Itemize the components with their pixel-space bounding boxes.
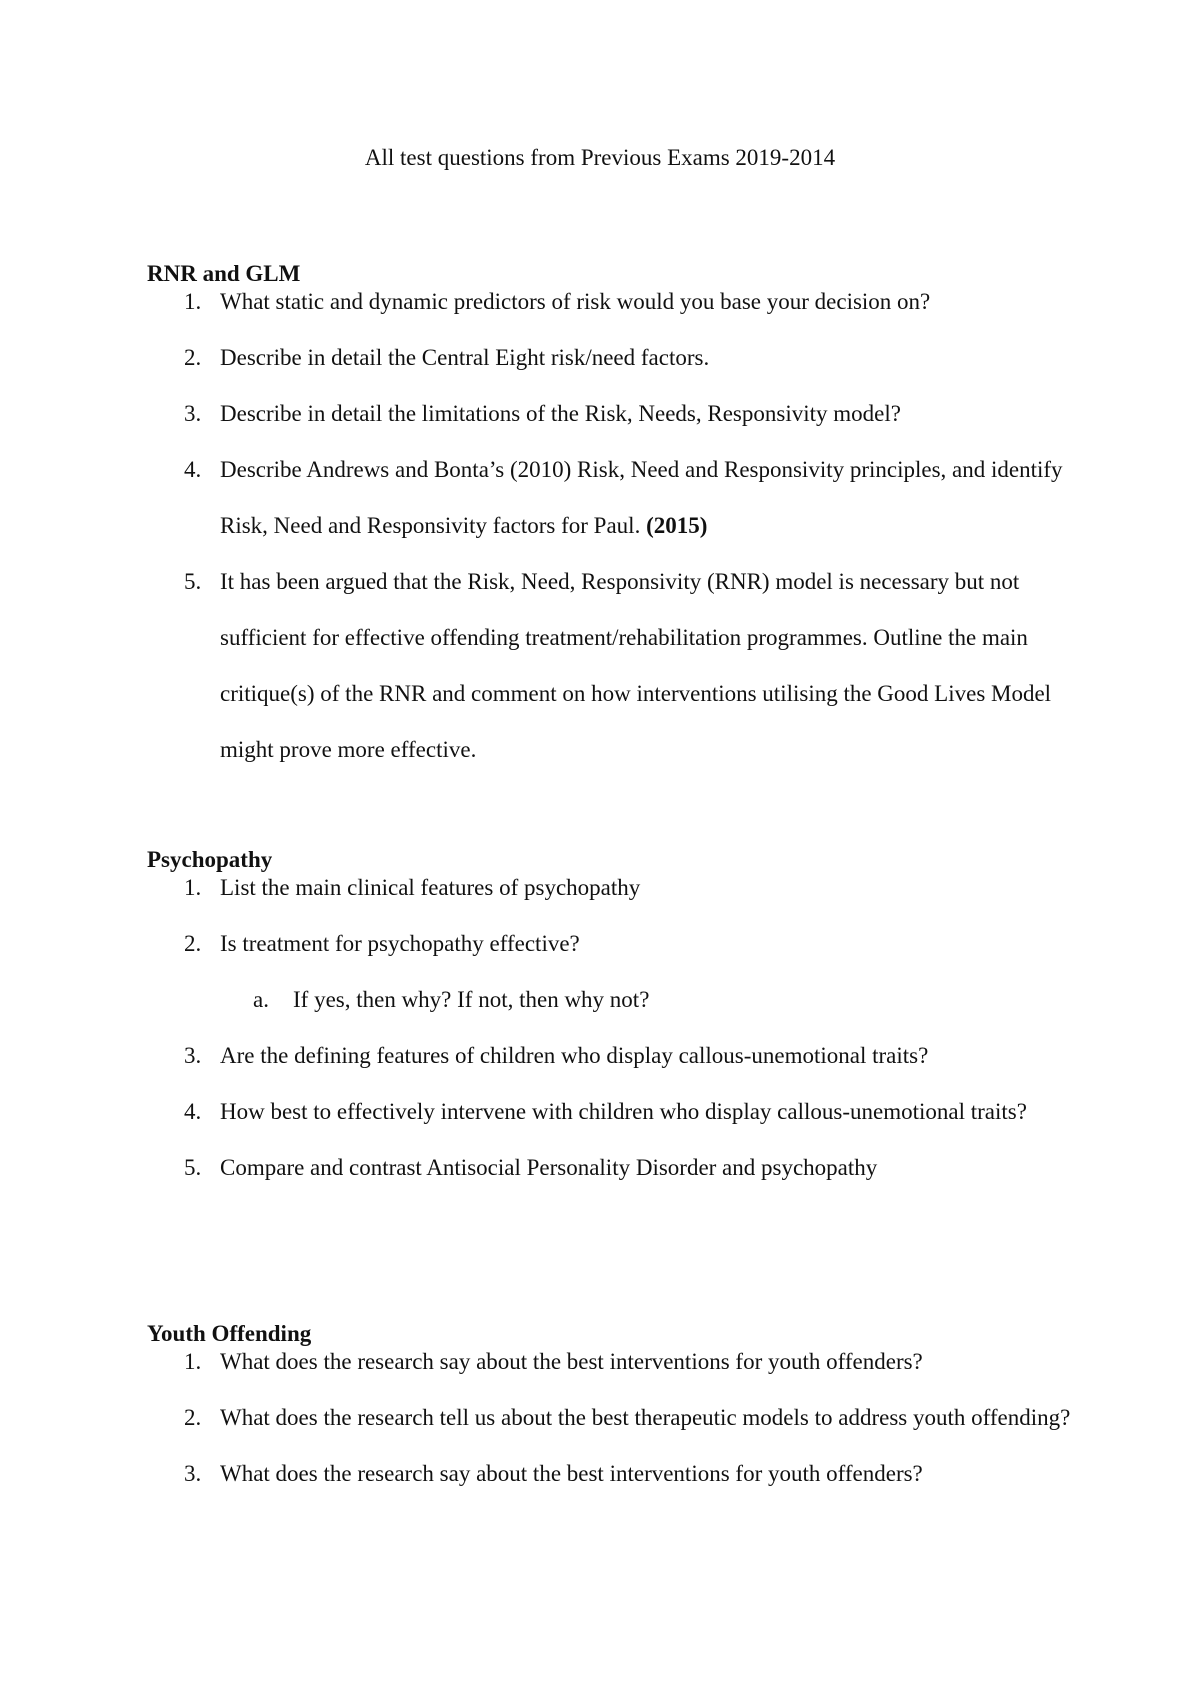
question-list [147,1334,1077,1502]
section-heading: Youth Offending [147,1321,312,1346]
question-item [147,1084,1077,1140]
question-text: What does the research say about the best interventions for youth offenders? [220,1349,923,1374]
question-number: 2. [184,931,202,956]
question-text: What does the research say about the best interventions for youth offenders? [220,1461,923,1486]
question-number: 4. [184,457,202,482]
question-item [147,1334,1077,1390]
question-item [147,442,1077,554]
section-heading: Psychopathy [147,847,273,872]
question-number: 1. [184,289,202,314]
question-text: Describe Andrews and Bonta’s (2010) Risk, Need and Responsivity principles, and identify Risk, Need and Responsivity factors for Paul. [220,457,1063,538]
question-item [147,554,1077,778]
question-item [147,386,1077,442]
question-text: What static and dynamic predictors of risk would you base your decision on? [220,289,931,314]
question-list [147,860,1077,1196]
question-number: 5. [184,569,202,594]
question-item [147,1446,1077,1502]
question-item [147,1140,1077,1196]
question-number: 3. [184,401,202,426]
question-number: 5. [184,1155,202,1180]
question-text: Are the defining features of children who display callous-unemotional traits? [220,1043,929,1068]
question-text: How best to effectively intervene with children who display callous-unemotional traits? [220,1099,1027,1124]
question-text: Is treatment for psychopathy effective? [220,931,580,956]
section-psychopathy [147,846,1077,1196]
sub-question-text: If yes, then why? If not, then why not? [293,987,650,1012]
question-number: 2. [184,345,202,370]
section-heading: RNR and GLM [147,261,301,286]
sub-question-item [147,972,1077,1028]
question-item [147,916,1077,1028]
question-number: 1. [184,1349,202,1374]
document-title: All test questions from Previous Exams 2019-2014 [364,145,836,170]
question-item [147,1390,1077,1446]
question-number: 3. [184,1461,202,1486]
question-text: Compare and contrast Antisocial Personality Disorder and psychopathy [220,1155,878,1180]
sub-question-letter: a. [253,987,269,1012]
question-year: (2015) [646,513,708,538]
question-number: 4. [184,1099,202,1124]
question-text: Describe in detail the Central Eight risk/need factors. [220,345,710,370]
question-text: List the main clinical features of psychopathy [220,875,641,900]
question-text: It has been argued that the Risk, Need, Responsivity (RNR) model is necessary but not sufficient for effective offending treatment/rehabilitation programmes. Outline the main critique(s) of the RNR and comment on how interventions utilising the Good Lives Model might prove more effective. [220,569,1052,762]
question-item [147,330,1077,386]
question-item [147,1028,1077,1084]
section-rnr-glm [147,260,1077,778]
question-item [147,860,1077,916]
question-text-with-year [220,442,1077,554]
question-number: 3. [184,1043,202,1068]
question-text: What does the research tell us about the best therapeutic models to address youth offending? [220,1405,1071,1430]
section-youth-offending [147,1320,1077,1502]
question-text: Describe in detail the limitations of the Risk, Needs, Responsivity model? [220,401,901,426]
question-number: 2. [184,1405,202,1430]
question-item [147,274,1077,330]
question-list [147,274,1077,778]
question-number: 1. [184,875,202,900]
